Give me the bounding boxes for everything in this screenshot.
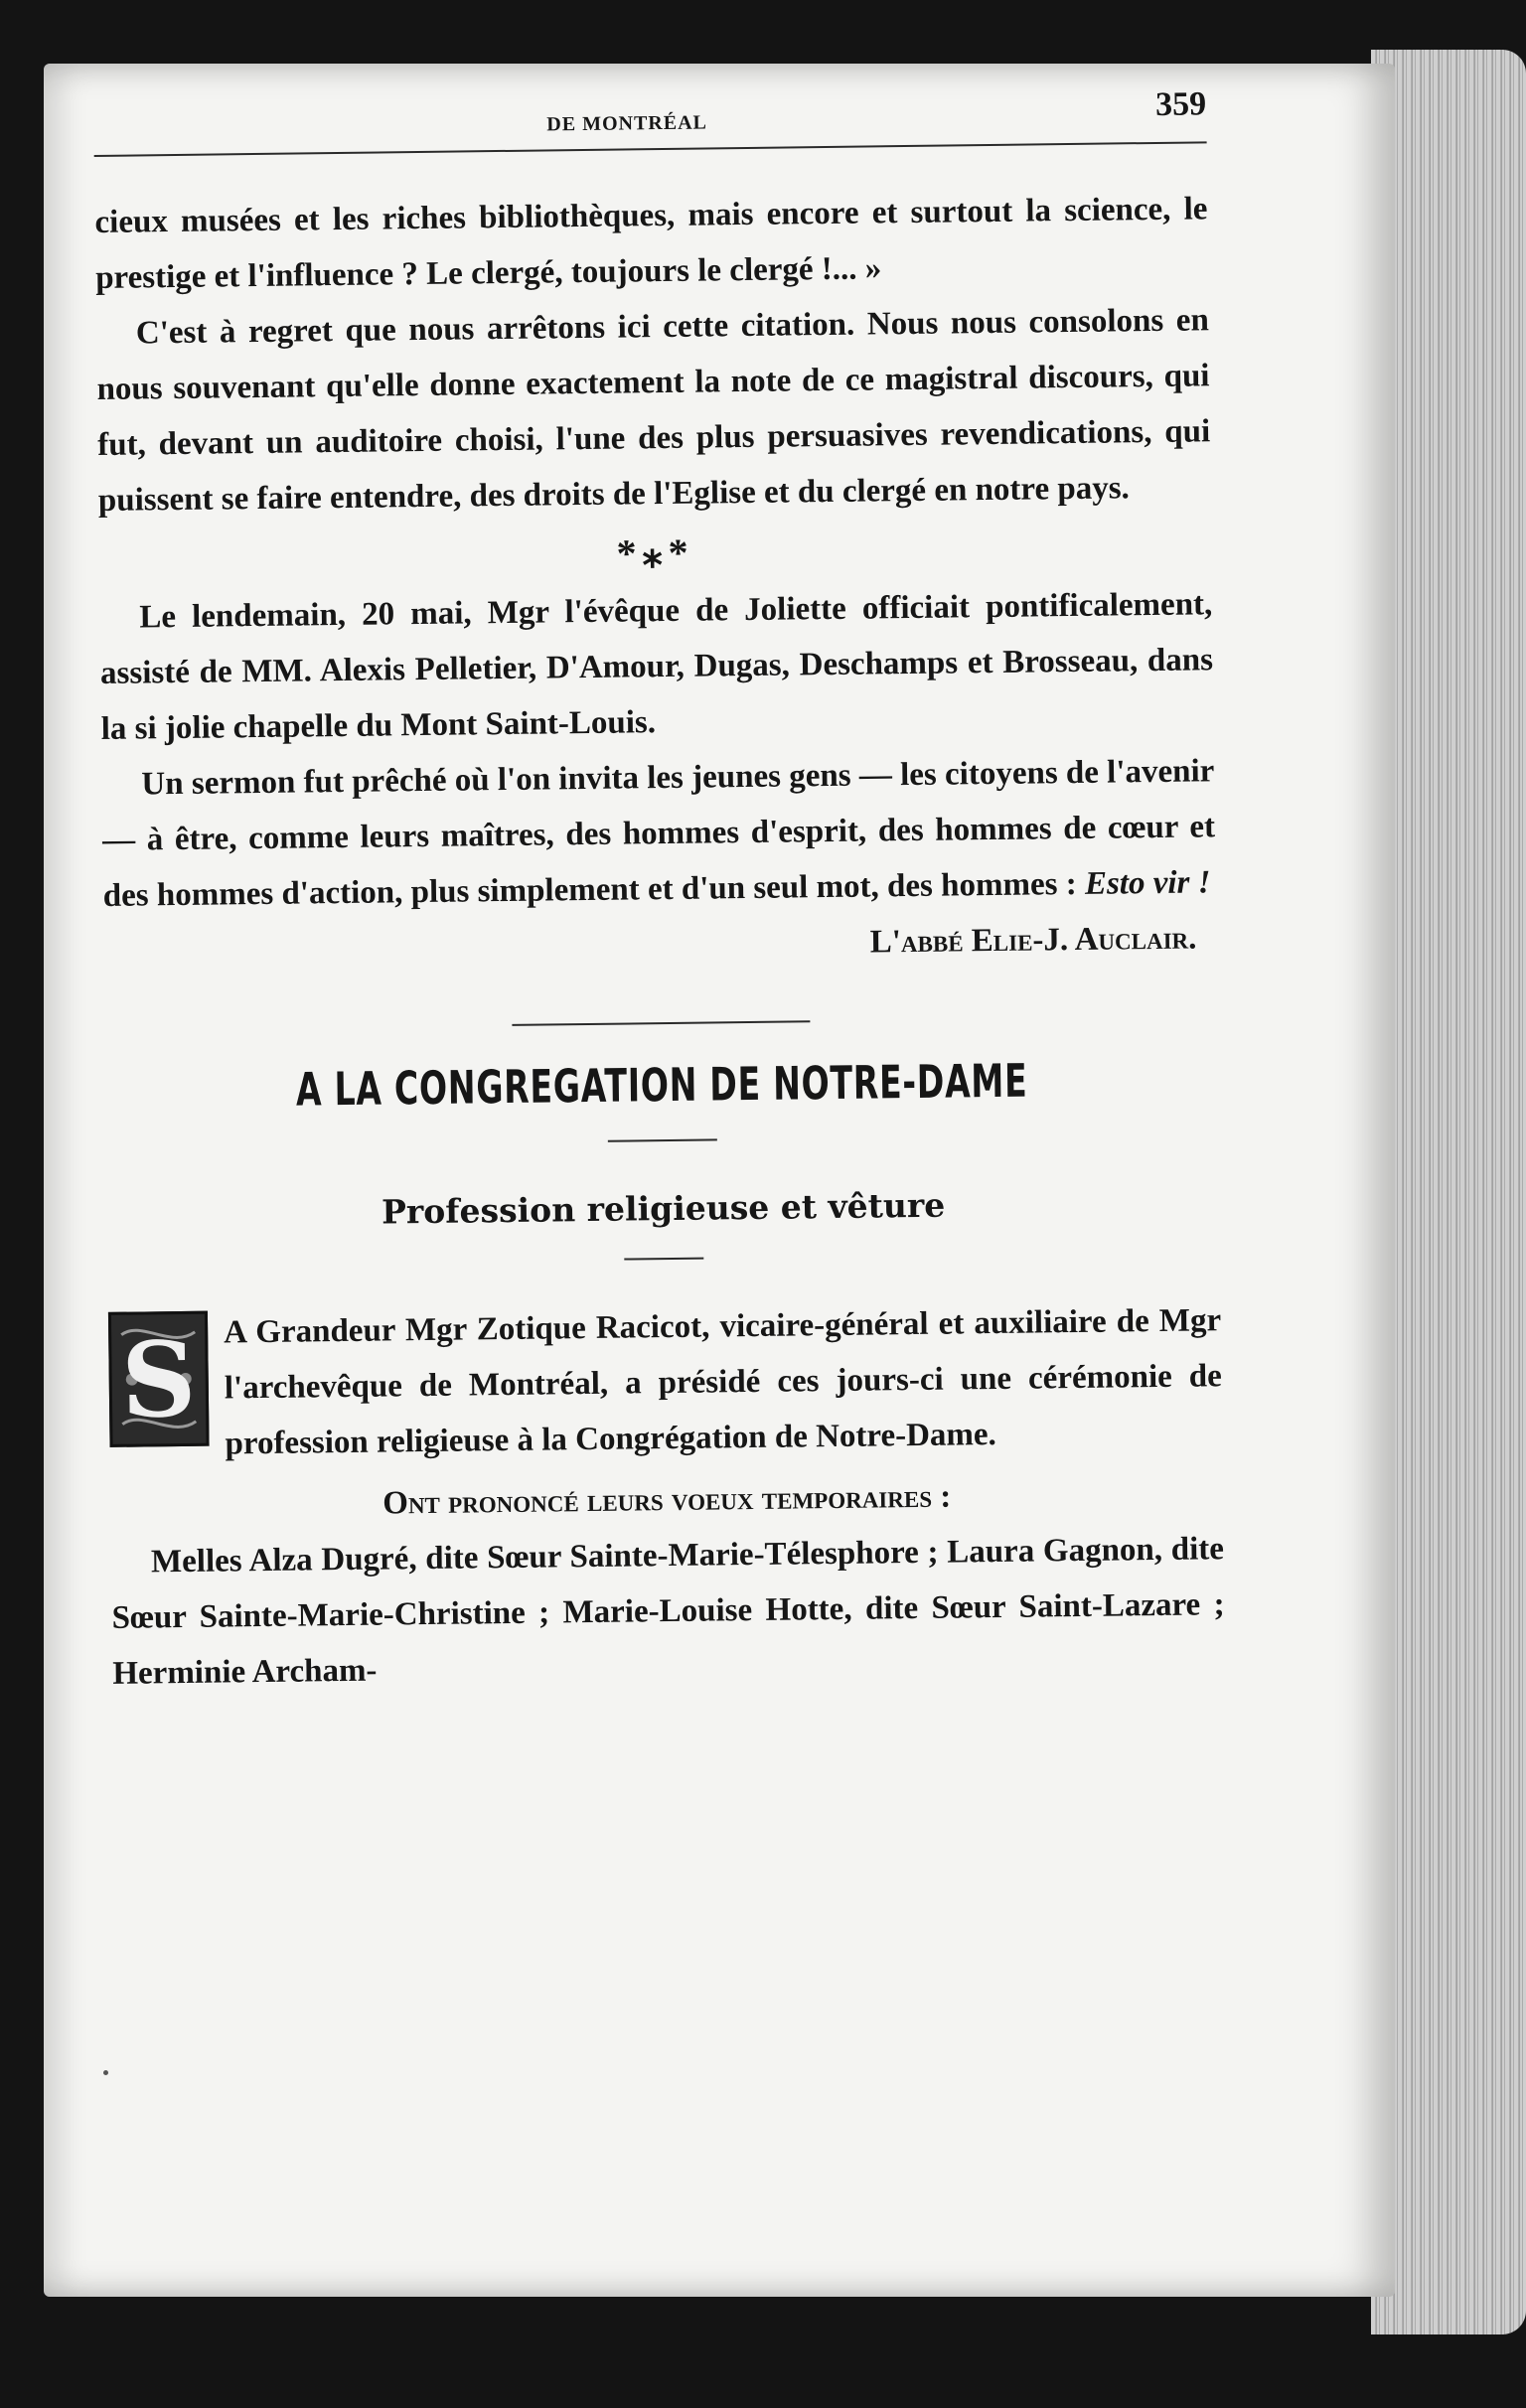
page-speck <box>103 2070 108 2075</box>
paragraph-sermon <box>101 743 1216 924</box>
running-head <box>93 85 1207 157</box>
sermon-latin-phrase: Esto vir ! <box>1084 864 1211 902</box>
asterism: *⁎* <box>616 529 694 576</box>
section-subtitle: Profession religieuse et vêture <box>381 1185 946 1232</box>
text-block <box>93 85 1226 1702</box>
paragraph-names: Melles Alza Dugré, dite Sœur Sainte-Marie-Télesphore ; Laura Gagnon, dite Sœur Sainte-Marie-Christine ; Marie-Louise Hotte, dite Sœur Saint-Lazare ; Herminie Archam- <box>111 1531 1225 1692</box>
paragraph-lendemain: Le lendemain, 20 mai, Mgr l'évêque de Joliette officiait pontificalement, assisté de MM. Alexis Pelletier, D'Amour, Dugas, Deschamps et Brosseau, dans la si jolie chapelle du Mont Saint-Louis. <box>99 586 1214 747</box>
book-page <box>44 64 1395 2297</box>
page-number: 359 <box>1154 85 1207 123</box>
section-title: A LA CONGREGATION DE NOTRE-DAME <box>295 1053 1028 1117</box>
dropcap-initial <box>108 1311 210 1447</box>
running-title: DE MONTRÉAL <box>546 111 708 136</box>
subtitle-rule <box>624 1258 703 1261</box>
paragraph-regret: C'est à regret que nous arrêtons ici cette citation. Nous nous consolons en nous souvenant qu'elle donne exactement la note de ce magistral discours, qui fut, devant un auditoire choisi, l'une des plus persuasives revendications, qui puissent se faire entendre, des droits de l'Eglise et du clergé en notre pays. <box>96 302 1211 519</box>
vows-heading: Ont prononcé leurs voeux temporaires : <box>382 1478 952 1522</box>
section-divider <box>512 1020 810 1026</box>
sermon-text: Un sermon fut prêché où l'on invita les jeunes gens — les citoyens de l'avenir — à être, comme leurs maîtres, des hommes d'esprit, des hommes de cœur et des hommes d'action, plus simplement et d'un seul mot, des hommes : <box>101 753 1216 914</box>
author-signature: L'abbé Elie-J. Auclair. <box>869 920 1197 961</box>
paragraph-profession <box>108 1292 1223 1473</box>
profession-text: A Grandeur Mgr Zotique Racicot, vicaire-général et auxiliaire de Mgr l'archevêque de Montréal, a présidé ces jours-ci une cérémonie de profession religieuse à la Congrégation de Notre-Dame. <box>223 1302 1223 1462</box>
title-rule <box>608 1138 717 1141</box>
dropcap-letter: S <box>120 1317 198 1441</box>
paragraph-citation-end: cieux musées et les riches bibliothèques, mais encore et surtout la science, le prestige et l'influence ? Le clergé, toujours le clergé !... » <box>94 191 1208 296</box>
